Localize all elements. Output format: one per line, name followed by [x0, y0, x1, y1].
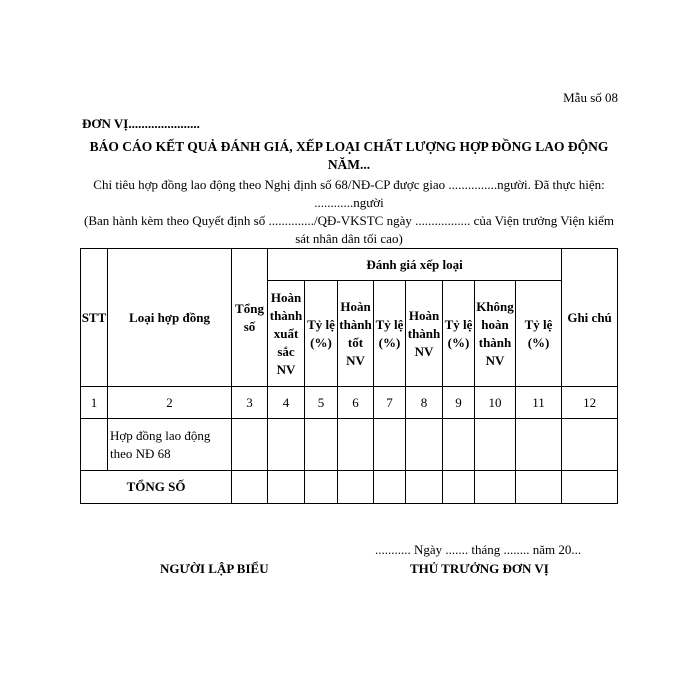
col-number: 12: [562, 387, 618, 419]
total-row: [81, 471, 618, 504]
cell-empty: [562, 419, 618, 471]
unit-label: ĐƠN VỊ......................: [82, 116, 200, 131]
cell-empty: [305, 419, 338, 471]
header-contract-type: Loại hợp đồng: [108, 249, 232, 387]
header-rate-1: Tỷ lệ (%): [305, 281, 338, 387]
cell-empty: [443, 419, 475, 471]
header-evaluation-group: Đánh giá xếp loại: [268, 249, 562, 281]
cell-empty: [232, 419, 268, 471]
col-number: 7: [374, 387, 406, 419]
header-note: Ghi chú: [562, 249, 618, 387]
header-done: Hoàn thành NV: [406, 281, 443, 387]
col-number: 8: [406, 387, 443, 419]
col-number: 5: [305, 387, 338, 419]
signer-preparer: NGƯỜI LẬP BIỂU: [160, 561, 269, 576]
report-table: [80, 248, 618, 504]
cell-empty: [81, 419, 108, 471]
col-number: 1: [81, 387, 108, 419]
col-number: 11: [516, 387, 562, 419]
header-rate-2: Tỷ lệ (%): [374, 281, 406, 387]
issued-line: (Ban hành kèm theo Quyết định số ............../QĐ-VKSTC ngày ................. của Viện trưởng Viện kiểm sát nhân dân tối cao): [83, 213, 614, 246]
cell-empty: [305, 471, 338, 504]
number-row: [81, 387, 618, 419]
cell-empty: [516, 419, 562, 471]
header-excellent: Hoàn thành xuất sắc NV: [268, 281, 305, 387]
cell-empty: [338, 419, 374, 471]
quota-line: Chỉ tiêu hợp đồng lao động theo Nghị định số 68/NĐ-CP được giao ...............người. Đã thực hiện: ............người: [93, 177, 605, 210]
cell-empty: [475, 471, 516, 504]
header-not-done: Không hoàn thành NV: [475, 281, 516, 387]
col-number: 3: [232, 387, 268, 419]
col-number: 9: [443, 387, 475, 419]
cell-empty: [268, 471, 305, 504]
cell-empty: [374, 471, 406, 504]
cell-empty: [443, 471, 475, 504]
form-code: Mẫu số 08: [563, 90, 618, 105]
col-number: 4: [268, 387, 305, 419]
cell-empty: [475, 419, 516, 471]
date-line: ........... Ngày ....... tháng ........ năm 20...: [375, 542, 582, 557]
cell-empty: [374, 419, 406, 471]
header-rate-4: Tỷ lệ (%): [516, 281, 562, 387]
total-label: TỔNG SỐ: [81, 471, 232, 504]
header-total: Tổng số: [232, 249, 268, 387]
header-rate-3: Tỷ lệ (%): [443, 281, 475, 387]
cell-empty: [516, 471, 562, 504]
cell-empty: [338, 471, 374, 504]
cell-empty: [562, 471, 618, 504]
row-contract-type: Hợp đồng lao động theo NĐ 68: [108, 419, 232, 471]
col-number: 2: [108, 387, 232, 419]
cell-empty: [268, 419, 305, 471]
table-row: [81, 419, 618, 471]
col-number: 6: [338, 387, 374, 419]
report-title: BÁO CÁO KẾT QUẢ ĐÁNH GIÁ, XẾP LOẠI CHẤT LƯỢNG HỢP ĐỒNG LAO ĐỘNG NĂM...: [89, 139, 609, 172]
cell-empty: [406, 471, 443, 504]
cell-empty: [406, 419, 443, 471]
col-number: 10: [475, 387, 516, 419]
header-stt: STT: [81, 249, 108, 387]
header-good: Hoàn thành tốt NV: [338, 281, 374, 387]
cell-empty: [232, 471, 268, 504]
signer-head: THỦ TRƯỞNG ĐƠN VỊ: [410, 561, 549, 576]
